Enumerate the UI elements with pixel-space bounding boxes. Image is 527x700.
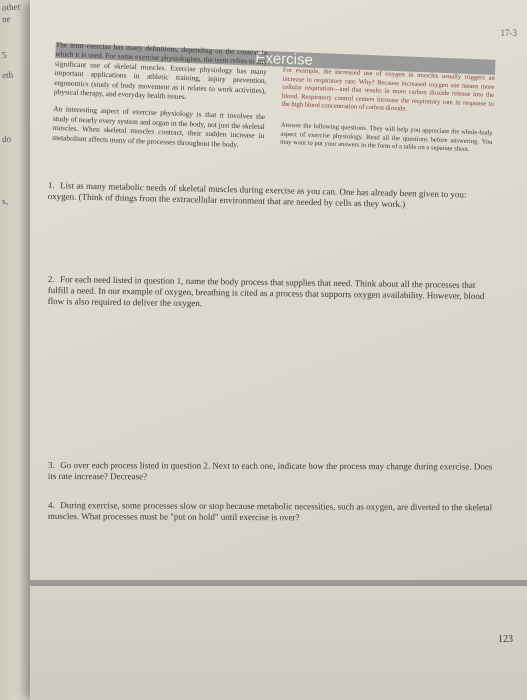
section-title: Exercise <box>255 49 314 69</box>
exercise-intro-block <box>47 38 495 205</box>
question-item <box>48 274 496 313</box>
margin-word: eth <box>1 69 14 81</box>
margin-word: ne <box>1 13 11 25</box>
page-number: 123 <box>498 634 513 645</box>
page-corner-number: 17-3 <box>500 28 517 38</box>
margin-word: other <box>1 1 21 13</box>
sidebar-example: For example, the increased use of oxygen in muscles usually triggers an increase in respiratory rate. Why? Because increased oxygen use means more cellular respiration—and that results in more carbon dioxide release into the blood. Respiratory control centers increase the respiratory rate in response to the high blood concentration of carbon dioxide. <box>281 66 495 113</box>
sidebar-column <box>280 67 495 168</box>
textbook-page <box>30 0 527 700</box>
bottom-margin <box>30 586 527 700</box>
question-number: 1. <box>47 180 55 191</box>
question-text: Go over each process listed in question 2. Next to each one, indicate how the process may change during exercise. Does its rate increase? Decrease? <box>47 460 493 482</box>
question-text: For each need listed in question 1, name the body process that supplies that need. Think about all the processes that fulfill a need. In our example of oxygen, breathing is cited as a process that supports oxygen availability. However, blood flow is also required to deliver the oxygen. <box>47 274 485 309</box>
sidebar-instructions: Answer the following questions. They will help you appreciate the whole-body aspect of exercise physiology. Read all the questions before answering. You may want to put your answers in the form of a table on a separate sheet. <box>280 121 493 154</box>
question-number: 3. <box>47 460 55 471</box>
intro-paragraph: The term exercise has many definitions, depending on the context in which it is used. For some exercise physiologists, the term refers to any significant use of skeletal muscles. Exercise physiology has many important applications in athletic training, injury prevention, ergonomics (study of body movement as it relates to work activities), physical therapy, and everyday health issues. <box>53 39 268 102</box>
margin-word: 5 <box>1 49 7 61</box>
margin-word: s, <box>1 195 9 207</box>
question-text: List as many metabolic needs of skeletal muscles during exercise as you can. One has already been given to you: oxygen. (Think of things from the extracellular environment that are needed by cells as they work.) <box>47 180 467 210</box>
question-item <box>48 500 496 524</box>
intro-paragraph: An interesting aspect of exercise physiology is that it involves the study of nearly every system and organ in the body, not just the skeletal muscles. When skeletal muscles contract, their sudden increase in metabolism affects many of the processes throughout the body. <box>52 104 266 149</box>
question-number: 2. <box>47 274 55 285</box>
question-text: During exercise, some processes slow or stop because metabolic necessities, such as oxygen, are diverted to the skeletal muscles. What processes must be "put on hold" until exercise is over? <box>47 500 493 523</box>
question-item <box>48 460 496 484</box>
intro-column <box>52 40 268 158</box>
margin-word: do <box>1 133 12 145</box>
question-number: 4. <box>47 500 55 511</box>
